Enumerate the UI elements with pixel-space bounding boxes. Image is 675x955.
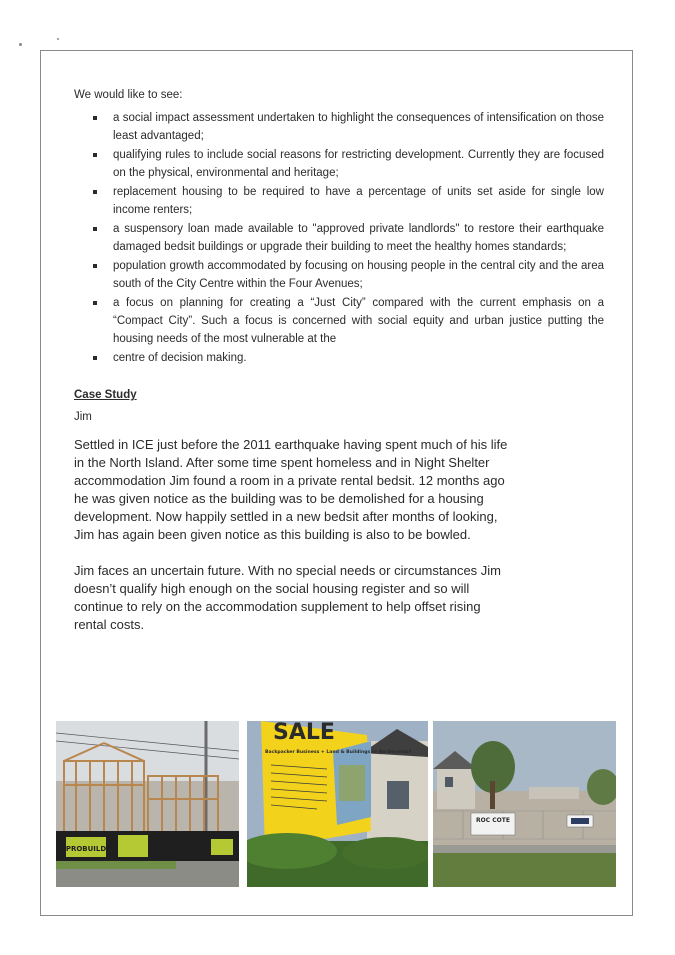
square-bullet-icon bbox=[93, 116, 97, 120]
square-bullet-icon bbox=[93, 356, 97, 360]
case-study-name: Jim bbox=[74, 411, 92, 423]
wish-item: replacement housing to be required to have a percentage of units set aside for single low income renters; bbox=[74, 183, 604, 219]
construction-sign-text: PROBUILD bbox=[65, 845, 107, 853]
wish-item: a suspensory loan made available to "approved private landlords" to restore their earthquake damaged bedsit buildings or upgrade their building to meet the healthy homes standards; bbox=[74, 220, 604, 256]
sale-sign-subtitle: Backpacker Business + Land & Buildings or Re-Develop? bbox=[265, 750, 412, 755]
story-paragraph: Settled in ICE just before the 2011 earthquake having spent much of his life in the North Island. After some time spent homeless and in Night Shelter accommodation Jim found a room in a private rental bedsit. 12 months ago he was given notice as the building was to be demolished for a housing development. Now happily settled in a new bedsit after months of looking, Jim has again been given notice as this building is also to be bowled. bbox=[74, 437, 508, 542]
document-content bbox=[74, 89, 604, 652]
square-bullet-icon bbox=[93, 264, 97, 268]
wish-item: population growth accommodated by focusing on housing people in the central city and the area south of the City Centre within the Four Avenues; bbox=[74, 257, 604, 293]
wish-item: centre of decision making. bbox=[74, 349, 604, 367]
case-study-story bbox=[74, 436, 514, 634]
story-paragraph: Jim faces an uncertain future. With no special needs or circumstances Jim doesn’t qualify high enough on the social housing register and so will continue to rely on the accommodation supplement to help offset rising rental costs. bbox=[74, 563, 502, 632]
square-bullet-icon bbox=[93, 190, 97, 194]
square-bullet-icon bbox=[93, 301, 97, 305]
photo-strip bbox=[56, 721, 616, 887]
construction-site-photo bbox=[56, 721, 239, 887]
scan-speck bbox=[19, 43, 22, 46]
sale-sign-title: SALE bbox=[273, 721, 335, 745]
page-frame bbox=[40, 50, 633, 916]
case-study-heading: Case Study bbox=[74, 389, 137, 401]
wish-list bbox=[74, 109, 604, 367]
wish-item: qualifying rules to include social reasons for restricting development. Currently they are focused on the physical, environmental and heritage; bbox=[74, 146, 604, 182]
fence-sign-text: ROC COTE bbox=[476, 817, 510, 824]
wish-item: a focus on planning for creating a “Just City” compared with the current emphasis on a “Compact City”. Such a focus is concerned with social equity and urban justice putting the housing needs of the most vulnerable at the bbox=[74, 294, 604, 348]
square-bullet-icon bbox=[93, 227, 97, 231]
wish-item: a social impact assessment undertaken to highlight the consequences of intensification on those least advantaged; bbox=[74, 109, 604, 145]
for-sale-sign-photo bbox=[247, 721, 428, 887]
scan-speck bbox=[57, 38, 59, 40]
vacant-lot-photo bbox=[433, 721, 616, 887]
intro-text: We would like to see: bbox=[74, 89, 183, 101]
square-bullet-icon bbox=[93, 153, 97, 157]
